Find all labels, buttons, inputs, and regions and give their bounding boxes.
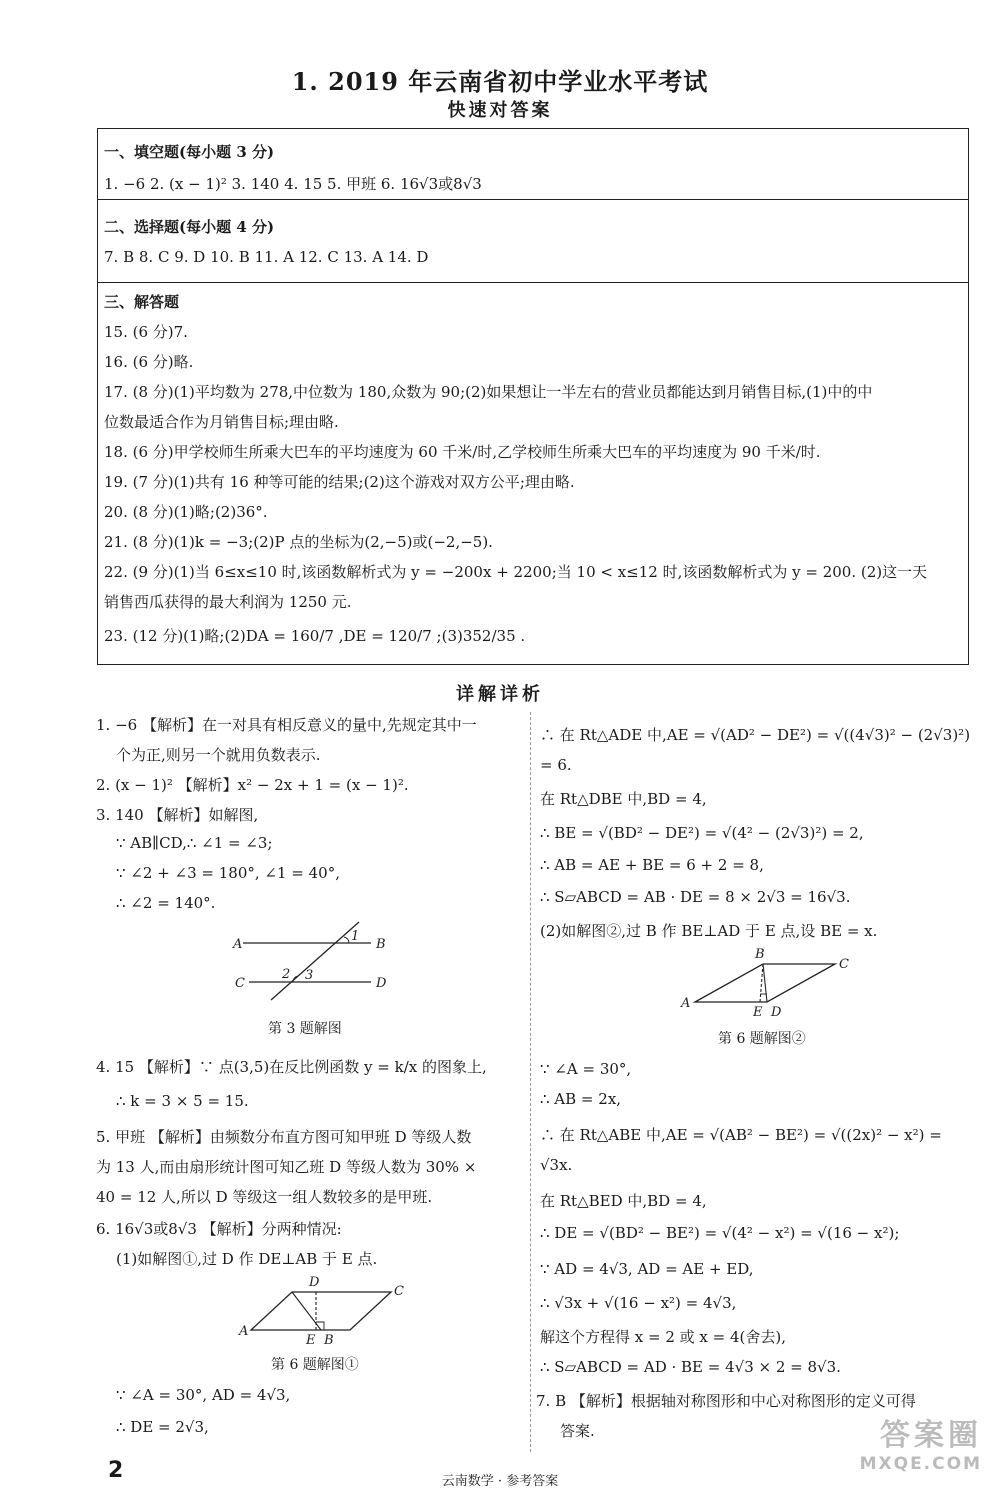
fig3-label-a: A — [233, 937, 243, 952]
column-divider — [530, 712, 531, 1452]
solve-line: 15. (6 分)7. — [104, 323, 188, 341]
fig3-label-2: 2 — [282, 967, 291, 982]
watermark-line1: 答案圈 — [880, 1418, 982, 1453]
solve-line: 18. (6 分)甲学校师生所乘大巴车的平均速度为 60 千米/时,乙学校师生所乘大巴车的平均速度为 90 千米/时. — [104, 443, 821, 461]
detail-line: 6. 16√3或8√3 【解析】分两种情况: — [96, 1220, 342, 1238]
figure-3-caption: 第 3 题解图 — [268, 1021, 342, 1037]
detail-line: 5. 甲班 【解析】由频数分布直方图可知甲班 D 等级人数 — [96, 1128, 472, 1146]
detail-line: = 6. — [540, 756, 572, 774]
figure-6-caption-2: 第 6 题解图② — [718, 1031, 806, 1047]
choice-heading: 二、选择题(每小题 4 分) — [104, 218, 275, 236]
solve-line: 销售西瓜获得的最大利润为 1250 元. — [104, 593, 352, 611]
figure-6-diagram-1 — [236, 1270, 411, 1350]
fig6a-label-a: A — [239, 1324, 249, 1339]
fig6a-label-e: E — [306, 1333, 316, 1348]
detail-line: ∴ AB = 2x, — [540, 1090, 622, 1108]
detail-line: 1. −6 【解析】在一对具有相反意义的量中,先规定其中一 — [96, 716, 477, 734]
detail-line: (1)如解图①,过 D 作 DE⊥AB 于 E 点. — [116, 1250, 378, 1268]
footer-book-title: 云南数学 · 参考答案 — [441, 1474, 559, 1489]
fig6b-label-d: D — [771, 1005, 782, 1020]
detail-line: 为 13 人,而由扇形统计图可知乙班 D 等级人数为 30% × — [96, 1158, 477, 1176]
quick-answer-box — [97, 128, 969, 665]
solve-line: 17. (8 分)(1)平均数为 278,中位数为 180,众数为 90;(2)如果想让一半左右的营业员都能达到月销售目标,(1)中的中 — [104, 383, 873, 401]
solve-heading: 三、解答题 — [104, 293, 180, 311]
detail-line: 7. B 【解析】根据轴对称图形和中心对称图形的定义可得 — [536, 1392, 916, 1410]
fill-section — [98, 129, 968, 200]
detail-line: √3x. — [540, 1156, 573, 1174]
solve-line: 位数最适合作为月销售目标;理由略. — [104, 413, 339, 431]
detail-line: ∴ S▱ABCD = AD · BE = 4√3 × 2 = 8√3. — [540, 1358, 841, 1376]
choice-answers: 7. B 8. C 9. D 10. B 11. A 12. C 13. A 14. D — [104, 248, 429, 266]
fig3-label-c: C — [235, 976, 245, 991]
detail-line: ∵ ∠A = 30°, — [540, 1060, 632, 1078]
detail-line: ∵ AD = 4√3, AD = AE + ED, — [540, 1260, 754, 1278]
fig3-label-d: D — [376, 976, 387, 991]
fig6a-label-d: D — [309, 1275, 320, 1290]
detail-line: 3. 140 【解析】如解图, — [96, 806, 259, 824]
fill-heading: 一、填空题(每小题 3 分) — [104, 143, 275, 161]
fig3-label-b: B — [376, 937, 386, 952]
figure-6-caption-1: 第 6 题解图① — [271, 1357, 359, 1373]
detail-line: ∴ 在 Rt△ADE 中,AE = √(AD² − DE²) = √((4√3)² − (2√3)²) — [540, 726, 971, 744]
detail-line: 40 = 12 人,所以 D 等级这一组人数较多的是甲班. — [96, 1188, 433, 1206]
solve-line: 20. (8 分)(1)略;(2)36°. — [104, 503, 268, 521]
fill-answers: 1. −6 2. (x − 1)² 3. 140 4. 15 5. 甲班 6. 16√3或8√3 — [104, 175, 482, 193]
detail-line: ∵ AB∥CD,∴ ∠1 = ∠3; — [116, 834, 273, 852]
detail-line: ∴ ∠2 = 140°. — [116, 894, 216, 912]
fig6b-label-b: B — [755, 947, 765, 962]
fig6b-label-a: A — [681, 996, 691, 1011]
page-subtitle: 快速对答案 — [447, 100, 553, 121]
solve-line: 16. (6 分)略. — [104, 353, 194, 371]
page-title: 1. 2019 年云南省初中学业水平考试 — [291, 67, 709, 96]
solve-section — [98, 283, 968, 663]
watermark-logo — [860, 1410, 982, 1474]
detail-line: ∴ DE = 2√3, — [116, 1418, 209, 1436]
detail-line: ∵ ∠2 + ∠3 = 180°, ∠1 = 40°, — [116, 864, 340, 882]
fig3-label-1: 1 — [351, 929, 360, 944]
choice-section — [98, 200, 968, 283]
detail-line: ∴ S▱ABCD = AB · DE = 8 × 2√3 = 16√3. — [540, 888, 851, 906]
detail-line: 2. (x − 1)² 【解析】x² − 2x + 1 = (x − 1)². — [96, 776, 409, 794]
fig6a-label-c: C — [394, 1284, 404, 1299]
fig6a-label-b: B — [324, 1333, 334, 1348]
solve-line: 22. (9 分)(1)当 6≤x≤10 时,该函数解析式为 y = −200x + 2200;当 10 < x≤12 时,该函数解析式为 y = 200. (2)这一天 — [104, 563, 928, 581]
detail-line: ∴ √3x + √(16 − x²) = 4√3, — [540, 1294, 737, 1312]
detail-line: 在 Rt△BED 中,BD = 4, — [540, 1192, 707, 1210]
detail-line: ∵ ∠A = 30°, AD = 4√3, — [116, 1386, 291, 1404]
detail-line: 解这个方程得 x = 2 或 x = 4(舍去), — [540, 1328, 786, 1346]
detail-title: 详解详析 — [456, 684, 544, 705]
solve-line: 21. (8 分)(1)k = −3;(2)P 点的坐标为(2,−5)或(−2,−5). — [104, 533, 493, 551]
solve-line: 23. (12 分)(1)略;(2)DA = 160/7 ,DE = 120/7 ;(3)352/35 . — [104, 627, 526, 645]
fig6b-label-e: E — [753, 1005, 763, 1020]
detail-line: ∴ 在 Rt△ABE 中,AE = √(AB² − BE²) = √((2x)² − x²) = — [540, 1126, 942, 1144]
fig6b-label-c: C — [839, 957, 849, 972]
detail-line: 答案. — [560, 1422, 595, 1440]
detail-line: 4. 15 【解析】∵ 点(3,5)在反比例函数 y = k/x 的图象上, — [96, 1058, 487, 1076]
solve-line: 19. (7 分)(1)共有 16 种等可能的结果;(2)这个游戏对双方公平;理由略. — [104, 473, 575, 491]
detail-line: ∴ AB = AE + BE = 6 + 2 = 8, — [540, 856, 764, 874]
detail-line: (2)如解图②,过 B 作 BE⊥AD 于 E 点,设 BE = x. — [540, 922, 878, 940]
figure-3-diagram — [231, 916, 406, 1001]
page-number: 2 — [108, 1458, 124, 1483]
watermark-line2: MXQE.COM — [859, 1454, 982, 1474]
detail-line: ∴ BE = √(BD² − DE²) = √(4² − (2√3)²) = 2, — [540, 824, 864, 842]
detail-line: ∴ k = 3 × 5 = 15. — [116, 1092, 249, 1110]
fig3-label-3: 3 — [305, 968, 314, 983]
detail-line: 在 Rt△DBE 中,BD = 4, — [540, 790, 707, 808]
figure-6-diagram-2 — [675, 942, 855, 1022]
detail-line: ∴ DE = √(BD² − BE²) = √(4² − x²) = √(16 − x²); — [540, 1224, 900, 1242]
detail-line: 个为正,则另一个就用负数表示. — [116, 746, 321, 764]
